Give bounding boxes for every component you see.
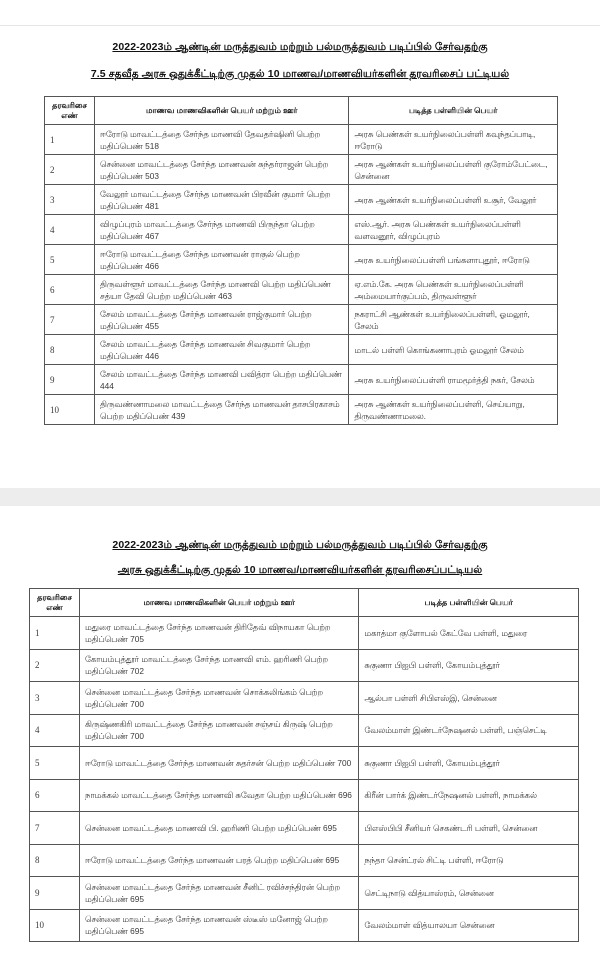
student-cell: நாமக்கல் மாவட்டத்தை சேர்ந்த மாணவி சுவேதா பெற்ற மதிப்பெண் 696	[79, 779, 358, 812]
list1-title-line1: 2022-2023ம் ஆண்டின் மருத்துவம் மற்றும் பல்மருத்துவம் படிப்பில் சேர்வதற்கு	[112, 41, 488, 53]
student-cell: திருவண்ணாமலை மாவட்டத்தை சேர்ந்த மாணவன் தாசபிரகாசம் பெற்ற மதிப்பெண் 439	[94, 395, 348, 425]
student-cell: சேலம் மாவட்டத்தை சேர்ந்த மாணவன் சிவகுமார் பெற்ற மதிப்பெண் 446	[94, 335, 348, 365]
table-row	[45, 275, 558, 305]
table-row	[30, 812, 579, 845]
header-school: படித்த பள்ளியின் பெயர்	[349, 97, 558, 125]
school-cell: அரசு உயர்நிலைப்பள்ளி ராமமூர்த்தி நகர், சேலம்	[349, 365, 558, 395]
student-cell: சென்னை மாவட்டத்தை சேர்ந்த மாணவன் ஸ்டீஸ் மனோஜ் பெற்ற மதிப்பெண் 695	[79, 909, 358, 942]
school-cell: சுகுணா பிஐபி பள்ளி, கோயம்புத்தூர்	[359, 649, 579, 682]
rank-cell: 4	[45, 215, 95, 245]
rank-cell: 9	[30, 877, 80, 910]
rank-cell: 9	[45, 365, 95, 395]
student-cell: சென்னை மாவட்டத்தை சேர்ந்த மாணவன் சொக்கலிங்கம் பெற்ற மதிப்பெண் 700	[79, 682, 358, 715]
student-cell: சேலம் மாவட்டத்தை சேர்ந்த மாணவன் ராஜ்குமார் பெற்ற மதிப்பெண் 455	[94, 305, 348, 335]
rank-cell: 5	[30, 747, 80, 780]
rank-cell: 10	[30, 909, 80, 942]
rank-cell: 2	[30, 649, 80, 682]
student-cell: வேலூர் மாவட்டத்தை சேர்ந்த மாணவன் பிரவீன் குமார் பெற்ற மதிப்பெண் 481	[94, 185, 348, 215]
rank-cell: 6	[30, 779, 80, 812]
school-cell: நகராட்சி ஆண்கள் உயர்நிலைப்பள்ளி, ஓமலூர், சேலம்	[349, 305, 558, 335]
top-margin	[0, 0, 600, 26]
student-cell: ஈரோடு மாவட்டத்தை சேர்ந்த மாணவன் பரத் பெற்ற மதிப்பெண் 695	[79, 844, 358, 877]
list2-title-line2: அரசு ஒதுக்கீட்டிற்கு முதல் 10 மாணவ/மாணவியர்களின் தரவரிசைப்பட்டியல்	[117, 564, 483, 576]
table-header-row	[45, 97, 558, 125]
table-row	[30, 844, 579, 877]
rank-cell: 2	[45, 155, 95, 185]
student-cell: சென்னை மாவட்டத்தை சேர்ந்த மாணவன் சுந்தர்ராஜன் பெற்ற மதிப்பெண் 503	[94, 155, 348, 185]
table-row	[30, 617, 579, 650]
school-cell: எஸ்.ஆர். அரசு பெண்கள் உயர்நிலைப்பள்ளி வளவனூர், விழுப்புரம்	[349, 215, 558, 245]
school-cell: அரசு உயர்நிலைப்பள்ளி பங்களாபுதூர், ஈரோடு	[349, 245, 558, 275]
table-row	[30, 682, 579, 715]
list2-title-line1: 2022-2023ம் ஆண்டின் மருத்துவம் மற்றும் பல்மருத்துவம் படிப்பில் சேர்வதற்கு	[112, 539, 488, 551]
school-cell: சுகுணா பிஐபி பள்ளி, கோயம்புத்தூர்	[359, 747, 579, 780]
school-cell: ஏ.எம்.கே. அரசு பெண்கள் உயர்நிலைப்பள்ளி அம்மையார்குப்பம், திருவள்ளூர்	[349, 275, 558, 305]
table-row	[45, 305, 558, 335]
student-cell: ஈரோடு மாவட்டத்தை சேர்ந்த மாணவன் ராகுல் பெற்ற மதிப்பெண் 466	[94, 245, 348, 275]
school-cell: அரசு ஆண்கள் உயர்நிலைப்பள்ளி உசூர், வேலூர்	[349, 185, 558, 215]
header-student: மாணவ மாணவிகளின் பெயர் மற்றும் ஊர்	[94, 97, 348, 125]
rank-cell: 7	[45, 305, 95, 335]
school-cell: நந்தா சென்ட்ரல் சிட்டி பள்ளி, ஈரோடு	[359, 844, 579, 877]
table-row	[30, 714, 579, 747]
rank-cell: 3	[45, 185, 95, 215]
rank-cell: 1	[30, 617, 80, 650]
table-row	[30, 649, 579, 682]
school-cell: மாடல் பள்ளி கொங்கணாபுரம் ஓமலூர் சேலம்	[349, 335, 558, 365]
rank-cell: 4	[30, 714, 80, 747]
rank-cell: 8	[30, 844, 80, 877]
header-student: மாணவ மாணவிகளின் பெயர் மற்றும் ஊர்	[79, 589, 358, 617]
table-row	[45, 245, 558, 275]
table-row	[30, 877, 579, 910]
header-rank: தரவரிசை எண்	[30, 589, 80, 617]
school-cell: அரசு ஆண்கள் உயர்நிலைப்பள்ளி, செய்யாறு, திருவண்ணாமலை.	[349, 395, 558, 425]
table-row	[30, 779, 579, 812]
student-cell: சேலம் மாவட்டத்தை சேர்ந்த மாணவி பவித்ரா பெற்ற மதிப்பெண் 444	[94, 365, 348, 395]
header-rank: தரவரிசை எண்	[45, 97, 95, 125]
table-header-row	[30, 589, 579, 617]
school-cell: அரசு பெண்கள் உயர்நிலைப்பள்ளி கவுந்தப்பாடி, ஈரோடு	[349, 125, 558, 155]
school-cell: மகாத்மா குளோபல் கேட்வே பள்ளி, மதுரை	[359, 617, 579, 650]
rank-cell: 7	[30, 812, 80, 845]
header-school: படித்த பள்ளியின் பெயர்	[359, 589, 579, 617]
student-cell: சென்னை மாவட்டத்தை மாணவி பி. ஹரிணி பெற்ற மதிப்பெண் 695	[79, 812, 358, 845]
rank-cell: 6	[45, 275, 95, 305]
student-cell: விழுப்புரம் மாவட்டத்தை சேர்ந்த மாணவி பிருந்தா பெற்ற மதிப்பெண் 467	[94, 215, 348, 245]
student-cell: கோயம்புத்தூர் மாவட்டத்தை சேர்ந்த மாணவி எம். ஹரிணி பெற்ற மதிப்பெண் 702	[79, 649, 358, 682]
student-cell: சென்னை மாவட்டத்தை சேர்ந்த மாணவன் சீனிட் ரவிச்சந்திரன் பெற்ற மதிப்பெண் 695	[79, 877, 358, 910]
table-row	[30, 747, 579, 780]
rank-cell: 5	[45, 245, 95, 275]
list1-rank-table	[44, 96, 558, 425]
school-cell: வேலம்மாள் இண்டர்நேஷனல் பள்ளி, பஞ்செட்டி	[359, 714, 579, 747]
table-row	[45, 335, 558, 365]
rank-cell: 8	[45, 335, 95, 365]
student-cell: ஈரோடு மாவட்டத்தை சேர்ந்த மாணவன் சுதர்சன் பெற்ற மதிப்பெண் 700	[79, 747, 358, 780]
list1-title-line2: 7.5 சதவீத அரசு ஒதுக்கீட்டிற்கு முதல் 10 மாணவ/மாணவியர்களின் தரவரிசைப் பட்டியல்	[90, 68, 510, 80]
table-row	[45, 185, 558, 215]
student-cell: கிருஷ்ணகிரி மாவட்டத்தை சேர்ந்த மாணவன் சஞ்சய் கிருஷ் பெற்ற மதிப்பெண் 700	[79, 714, 358, 747]
student-cell: ஈரோடு மாவட்டத்தை சேர்ந்த மாணவி தேவதர்ஷினி பெற்ற மதிப்பெண் 518	[94, 125, 348, 155]
table-row	[45, 215, 558, 245]
rank-cell: 1	[45, 125, 95, 155]
school-cell: ஆல்பா பள்ளி சிபிஎஸ்இ, சென்னை	[359, 682, 579, 715]
rank-cell: 10	[45, 395, 95, 425]
student-cell: மதுரை மாவட்டத்தை சேர்ந்த மாணவன் திரிதேவ் விநாயகா பெற்ற மதிப்பெண் 705	[79, 617, 358, 650]
table-row	[45, 365, 558, 395]
table-row	[45, 395, 558, 425]
school-cell: கிரீன் பார்க் இண்டர்நேஷனல் பள்ளி, நாமக்கல்	[359, 779, 579, 812]
school-cell: பிஎஸ்பிபி சீனியர் செகண்டரி பள்ளி, சென்னை	[359, 812, 579, 845]
school-cell: வேலம்மாள் வித்யாலயா சென்னை	[359, 909, 579, 942]
student-cell: திருவள்ளூர் மாவட்டத்தை சேர்ந்த மாணவி பெற்ற மதிப்பெண் சத்யா தேவி பெற்ற மதிப்பெண் 463	[94, 275, 348, 305]
table-row	[45, 125, 558, 155]
table-row	[30, 909, 579, 942]
school-cell: அரசு ஆண்கள் உயர்நிலைப்பள்ளி குரோம்பேட்டை, சென்னை	[349, 155, 558, 185]
table-row	[45, 155, 558, 185]
rank-cell: 3	[30, 682, 80, 715]
school-cell: செட்டிநாடு வித்யாஸ்ரம், சென்னை	[359, 877, 579, 910]
page-separator	[0, 488, 600, 506]
list2-rank-table	[29, 588, 579, 942]
